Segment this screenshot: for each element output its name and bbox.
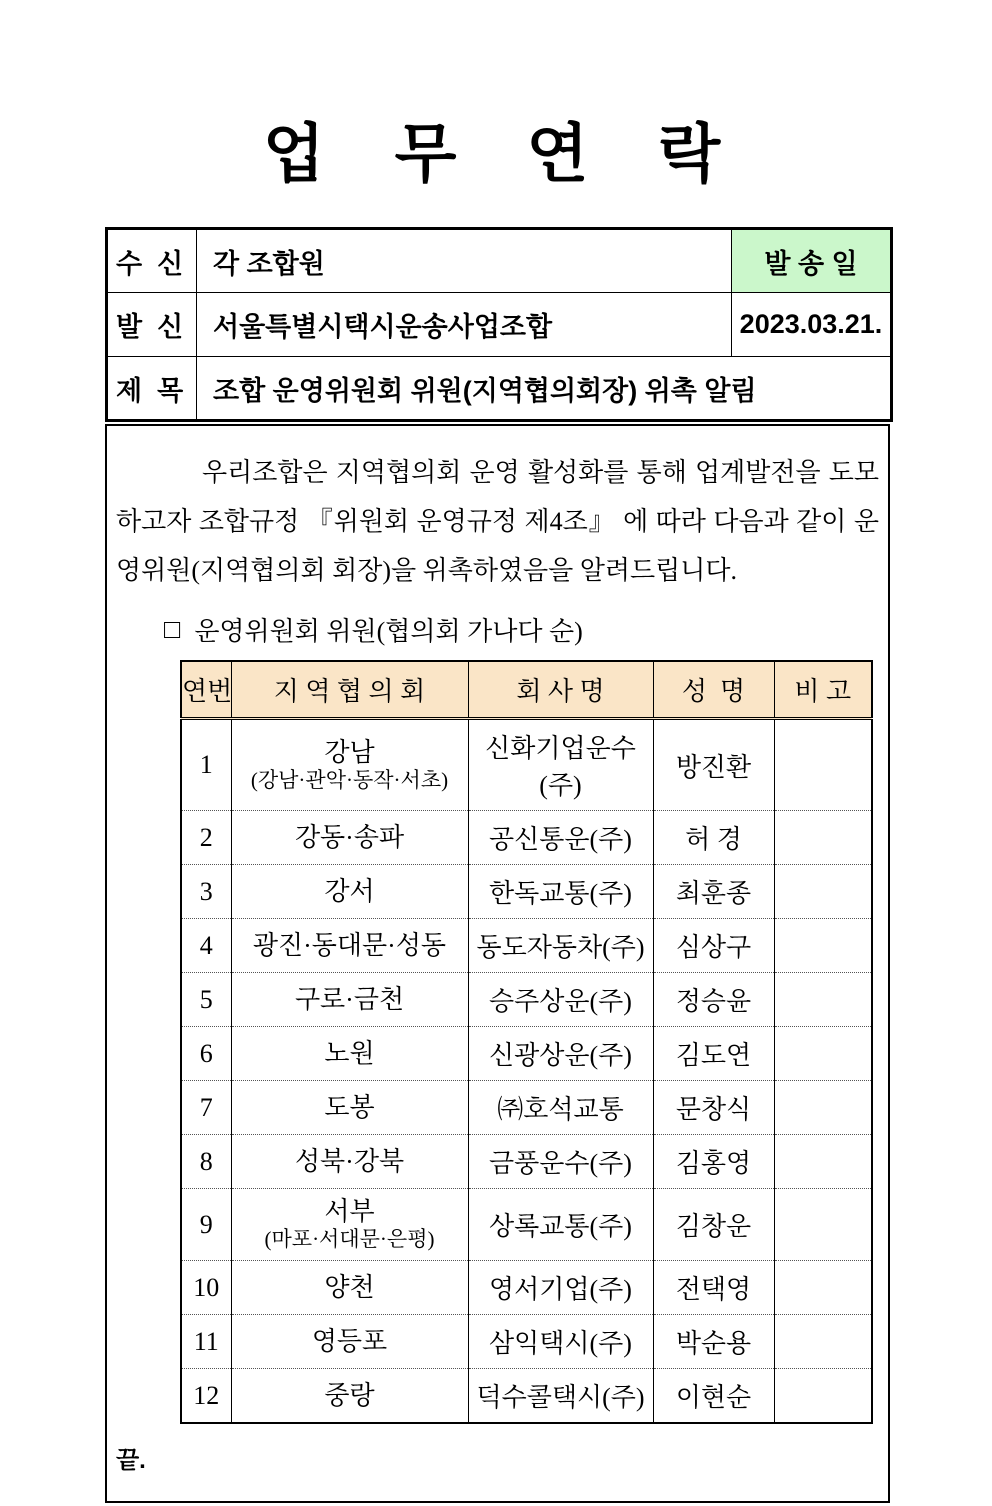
cell-name: 김홍영: [653, 1135, 774, 1189]
cell-company: 영서기업(주): [468, 1261, 653, 1315]
cell-company: 공신통운(주): [468, 811, 653, 865]
cell-company: 금풍운수(주): [468, 1135, 653, 1189]
table-row: [181, 973, 872, 1027]
end-mark: 끝.: [116, 1447, 146, 1474]
cell-region: [231, 919, 468, 973]
list-heading: [164, 611, 879, 648]
send-date-value: 2023.03.21.: [732, 293, 892, 357]
cell-company: 신광상운(주): [468, 1027, 653, 1081]
cell-company: 덕수콜택시(주): [468, 1369, 653, 1424]
cell-region: [231, 865, 468, 919]
body-paragraph: 우리조합은 지역협의회 운영 활성화를 통해 업계발전을 도모하고자 조합규정 『위원회 운영규정 제4조』 에 따라 다음과 같이 운영위원(지역협의회 회장)을 위촉하였음을 알려드립니다.: [116, 458, 879, 585]
cell-note: [774, 719, 872, 811]
cell-name: 방진환: [653, 719, 774, 811]
cell-region: [231, 1189, 468, 1261]
cell-no: 3: [181, 865, 231, 919]
list-heading-text: 운영위원회 위원(협의회 가나다 순): [194, 617, 583, 646]
document-body: [105, 424, 890, 1503]
region-name: 노원: [324, 1038, 375, 1068]
col-header-region: 지 역 협 의 회: [231, 661, 468, 719]
sender-value: 서울특별시택시운송사업조합: [197, 293, 732, 357]
region-name: 구로·금천: [294, 984, 405, 1014]
table-row: [181, 1369, 872, 1424]
region-name: 강서: [324, 876, 375, 906]
recipient-value: 각 조합원: [197, 229, 732, 293]
cell-no: 8: [181, 1135, 231, 1189]
cell-no: 11: [181, 1315, 231, 1369]
cell-name: 심상구: [653, 919, 774, 973]
cell-note: [774, 1189, 872, 1261]
cell-note: [774, 1135, 872, 1189]
table-row: [181, 919, 872, 973]
cell-region: [231, 1315, 468, 1369]
cell-no: 2: [181, 811, 231, 865]
committee-table-header-row: [181, 661, 872, 719]
cell-no: 5: [181, 973, 231, 1027]
cell-region: [231, 1369, 468, 1424]
region-districts: (강남·관악·동작·서초): [250, 767, 449, 792]
subject-label: 제 목: [107, 357, 197, 421]
table-row: [181, 1189, 872, 1261]
region-name: 강남: [324, 737, 375, 767]
cell-name: 허 경: [653, 811, 774, 865]
region-districts: (마포·서대문·은평): [264, 1227, 435, 1251]
table-row: [181, 1315, 872, 1369]
header-table: [105, 227, 893, 422]
cell-note: [774, 973, 872, 1027]
table-row: [181, 1261, 872, 1315]
cell-no: 9: [181, 1189, 231, 1261]
table-row: [181, 1135, 872, 1189]
send-date-label: 발 송 일: [732, 229, 892, 293]
col-header-no: 연번: [181, 661, 231, 719]
cell-name: 김창운: [653, 1189, 774, 1261]
cell-name: 이현순: [653, 1369, 774, 1424]
cell-company: ㈜호석교통: [468, 1081, 653, 1135]
cell-note: [774, 811, 872, 865]
cell-no: 6: [181, 1027, 231, 1081]
col-header-note: 비 고: [774, 661, 872, 719]
cell-region: [231, 973, 468, 1027]
cell-name: 전택영: [653, 1261, 774, 1315]
cell-region: [231, 1261, 468, 1315]
cell-company: 신화기업운수(주): [468, 719, 653, 811]
region-name: 중랑: [324, 1380, 375, 1410]
region-name: 성북·강북: [294, 1146, 405, 1176]
region-name: 서부: [324, 1197, 375, 1226]
cell-no: 7: [181, 1081, 231, 1135]
cell-company: 삼익택시(주): [468, 1315, 653, 1369]
committee-table: [180, 660, 873, 1424]
cell-no: 10: [181, 1261, 231, 1315]
cell-region: [231, 719, 468, 811]
cell-region: [231, 811, 468, 865]
cell-company: 승주상운(주): [468, 973, 653, 1027]
col-header-name: 성 명: [653, 661, 774, 719]
cell-company: 동도자동차(주): [468, 919, 653, 973]
region-name: 도봉: [324, 1092, 375, 1122]
sender-label: 발 신: [107, 293, 197, 357]
cell-name: 김도연: [653, 1027, 774, 1081]
cell-region: [231, 1027, 468, 1081]
header-row-subject: [107, 357, 892, 421]
cell-name: 박순용: [653, 1315, 774, 1369]
cell-company: 한독교통(주): [468, 865, 653, 919]
region-name: 영등포: [311, 1326, 388, 1356]
table-row: [181, 811, 872, 865]
table-row: [181, 865, 872, 919]
recipient-label: 수 신: [107, 229, 197, 293]
cell-no: 12: [181, 1369, 231, 1424]
cell-name: 최훈종: [653, 865, 774, 919]
cell-note: [774, 1027, 872, 1081]
region-name: 양천: [324, 1272, 375, 1302]
cell-company: 상록교통(주): [468, 1189, 653, 1261]
cell-note: [774, 1369, 872, 1424]
table-row: [181, 1027, 872, 1081]
document-page: [105, 103, 890, 1503]
checkbox-icon: □: [164, 614, 181, 644]
header-row-sender: [107, 293, 892, 357]
cell-note: [774, 919, 872, 973]
cell-note: [774, 1261, 872, 1315]
cell-note: [774, 865, 872, 919]
cell-note: [774, 1081, 872, 1135]
table-row: [181, 719, 872, 811]
cell-no: 4: [181, 919, 231, 973]
cell-note: [774, 1315, 872, 1369]
page-title: 업 무 연 락: [262, 119, 733, 190]
cell-name: 정승윤: [653, 973, 774, 1027]
region-name: 강동·송파: [294, 822, 405, 852]
header-row-recipient: [107, 229, 892, 293]
cell-region: [231, 1135, 468, 1189]
region-name: 광진·동대문·성동: [252, 930, 447, 960]
table-row: [181, 1081, 872, 1135]
subject-value: 조합 운영위원회 위원(지역협의회장) 위촉 알림: [197, 357, 892, 421]
col-header-company: 회 사 명: [468, 661, 653, 719]
cell-no: 1: [181, 719, 231, 811]
cell-region: [231, 1081, 468, 1135]
cell-name: 문창식: [653, 1081, 774, 1135]
